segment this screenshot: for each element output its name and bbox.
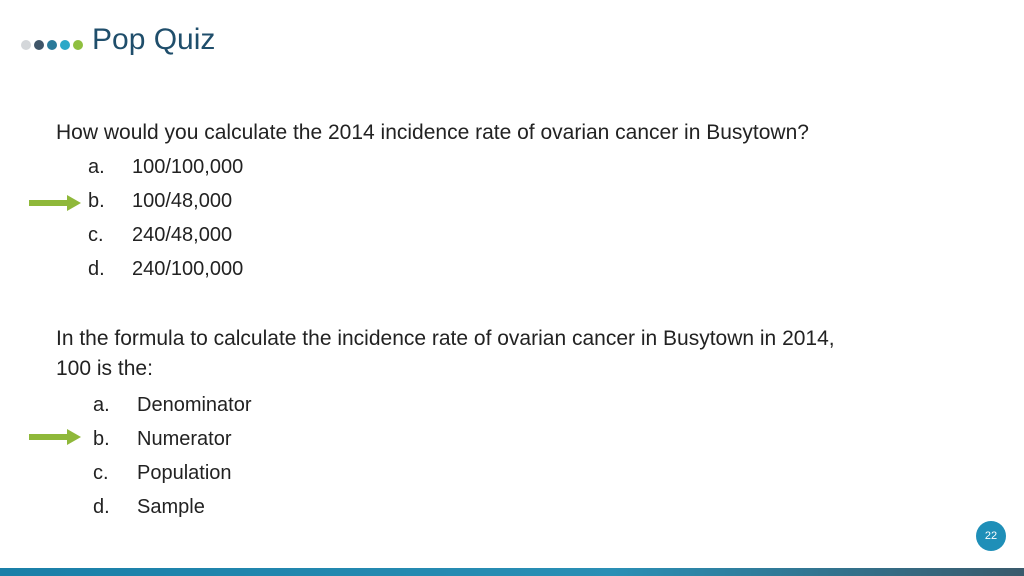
option-text: 240/100,000 (132, 258, 244, 280)
question-2-text (56, 324, 956, 384)
option-letter: b. (88, 190, 105, 212)
dot-1 (21, 40, 31, 50)
option-text: Numerator (137, 428, 232, 450)
question-2-line-2: 100 is the: (56, 357, 153, 380)
option-letter: a. (88, 156, 105, 178)
option-letter: b. (93, 428, 110, 450)
bottom-accent-bar (0, 568, 1024, 576)
option-letter: c. (88, 224, 104, 246)
dot-3 (47, 40, 57, 50)
option-text: Sample (137, 496, 205, 518)
dot-5 (73, 40, 83, 50)
option-text: 100/48,000 (132, 190, 233, 212)
option-letter: d. (93, 496, 110, 518)
option-letter: d. (88, 258, 105, 280)
page-number-badge: 22 (976, 521, 1006, 551)
option-text: Denominator (137, 394, 252, 416)
option-text: Population (137, 462, 232, 484)
answer-arrow-icon (29, 195, 81, 211)
option-letter: a. (93, 394, 110, 416)
slide-title: Pop Quiz (92, 23, 216, 56)
question-1-text: How would you calculate the 2014 incidence rate of ovarian cancer in Busytown? (56, 121, 809, 144)
option-text: 100/100,000 (132, 156, 244, 178)
decorative-dots (21, 40, 83, 50)
dot-4 (60, 40, 70, 50)
dot-2 (34, 40, 44, 50)
option-letter: c. (93, 462, 109, 484)
question-2-line-1: In the formula to calculate the incidence rate of ovarian cancer in Busytown in 2014, (56, 327, 835, 350)
answer-arrow-icon (29, 429, 81, 445)
option-text: 240/48,000 (132, 224, 233, 246)
